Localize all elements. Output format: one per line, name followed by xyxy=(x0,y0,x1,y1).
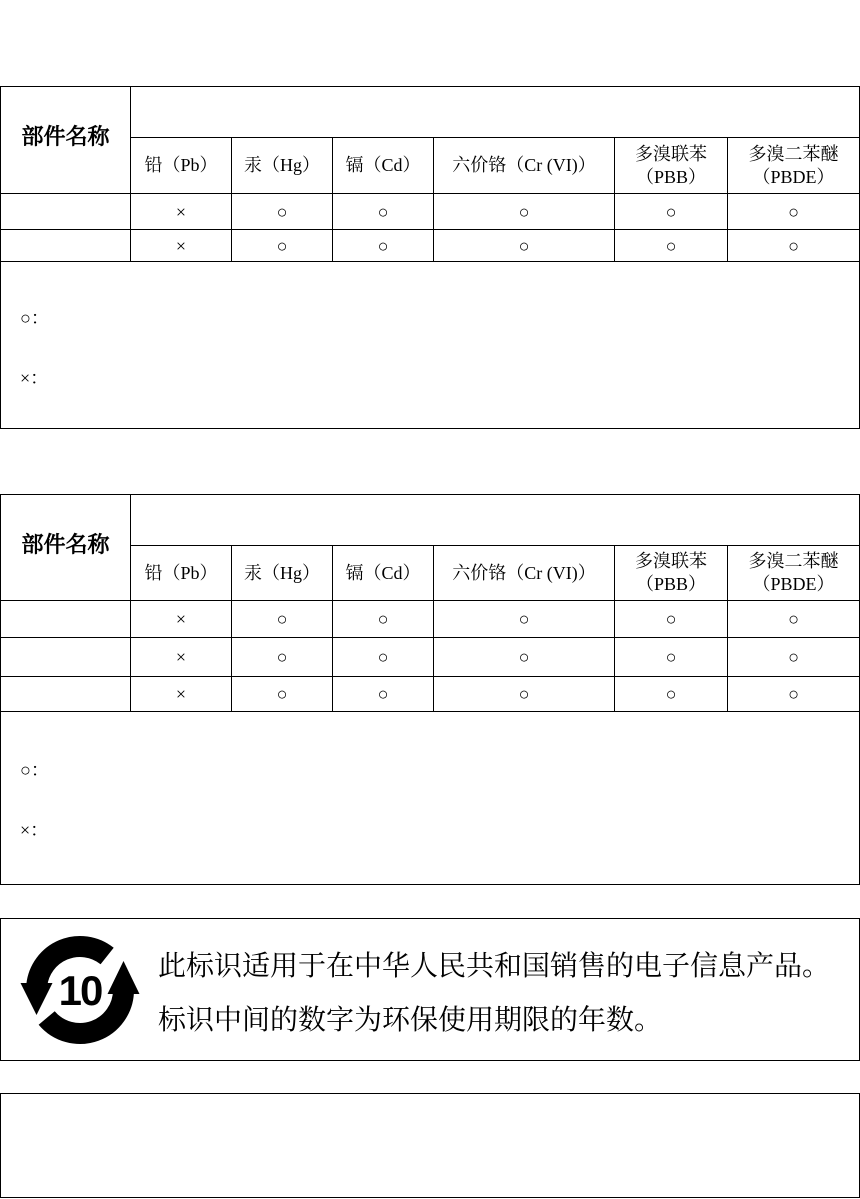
substance-mark-cell: ○ xyxy=(434,230,615,262)
substance-mark-cell: ○ xyxy=(333,601,434,638)
part-name-header: 部件名称 xyxy=(1,87,131,194)
part-name-cell xyxy=(1,230,131,262)
substance-mark-cell: ○ xyxy=(434,601,615,638)
substance-mark-cell: ○ xyxy=(333,638,434,677)
substance-mark-cell: × xyxy=(131,194,232,230)
column-header-cr6 xyxy=(434,546,615,601)
notes-cell xyxy=(1,712,860,885)
label-text-line: 标识中间的数字为环保使用期限的年数。 xyxy=(158,1004,663,1035)
part-name-cell xyxy=(1,601,131,638)
column-header-label: 汞（Hg） xyxy=(244,562,320,583)
efup-label-box xyxy=(0,918,860,1061)
header-row xyxy=(1,87,860,138)
table-row xyxy=(1,230,860,262)
note-compliant: ○： xyxy=(20,308,49,328)
substance-mark-cell: ○ xyxy=(232,601,333,638)
substance-mark-cell: ○ xyxy=(434,194,615,230)
logo-number: 10 xyxy=(58,967,102,1014)
substance-mark-cell: × xyxy=(131,230,232,262)
substance-mark-cell: ○ xyxy=(615,230,728,262)
blank-box xyxy=(0,1093,860,1198)
substance-group-header-cell xyxy=(131,87,860,138)
substance-mark-cell: ○ xyxy=(728,638,860,677)
substance-mark-cell: ○ xyxy=(615,194,728,230)
column-header-label: （PBB） xyxy=(635,166,707,187)
hazardous-substance-table-2 xyxy=(0,494,860,885)
column-header-pbde xyxy=(728,546,860,601)
column-header-label: 多溴二苯醚 xyxy=(748,143,839,164)
header-row xyxy=(1,495,860,546)
column-header-hg xyxy=(232,546,333,601)
substance-mark-cell: ○ xyxy=(728,677,860,712)
column-header-cd xyxy=(333,138,434,194)
substance-mark-cell: ○ xyxy=(333,194,434,230)
notes-cell xyxy=(1,262,860,429)
column-header-label: （PBDE） xyxy=(752,166,835,187)
substance-mark-cell: × xyxy=(131,638,232,677)
column-header-label: 六价铬（Cr (VI)） xyxy=(452,562,596,583)
column-header-label: （PBDE） xyxy=(752,574,835,594)
substance-mark-cell: ○ xyxy=(232,638,333,677)
substance-mark-cell: ○ xyxy=(232,230,333,262)
substance-mark-cell: ○ xyxy=(615,601,728,638)
part-name-cell xyxy=(1,638,131,677)
substance-mark-cell: ○ xyxy=(232,194,333,230)
column-header-label: 多溴联苯 xyxy=(635,143,707,164)
substance-mark-cell: ○ xyxy=(333,677,434,712)
hazardous-substance-table-1 xyxy=(0,86,860,429)
column-header-label: 汞（Hg） xyxy=(244,155,320,175)
column-header-label: 铅（Pb） xyxy=(144,562,218,583)
column-header-label: 多溴二苯醚 xyxy=(748,551,839,571)
part-name-cell xyxy=(1,194,131,230)
logo-arrowhead-right xyxy=(108,961,140,994)
part-name-header: 部件名称 xyxy=(1,495,131,601)
column-header-label: 镉（Cd） xyxy=(345,155,421,175)
logo-arrowhead-left xyxy=(21,983,53,1015)
substance-mark-cell: × xyxy=(131,677,232,712)
note-exceeds: ×： xyxy=(20,820,49,840)
column-header-label: 镉（Cd） xyxy=(345,562,421,583)
column-header-label: （PBB） xyxy=(635,574,707,594)
substance-mark-cell: ○ xyxy=(615,677,728,712)
substance-mark-cell: ○ xyxy=(615,638,728,677)
column-header-cd xyxy=(333,546,434,601)
substance-mark-cell: ○ xyxy=(728,601,860,638)
column-header-label: 六价铬（Cr (VI)） xyxy=(452,155,596,175)
column-header-pbb xyxy=(615,138,728,194)
table-row xyxy=(1,601,860,638)
label-text-line: 此标识适用于在中华人民共和国销售的电子信息产品。 xyxy=(158,950,831,981)
column-header-pbde xyxy=(728,138,860,194)
column-header-pbb xyxy=(615,546,728,601)
column-header-label: 多溴联苯 xyxy=(635,551,707,571)
substance-group-header-cell xyxy=(131,495,860,546)
notes-row xyxy=(1,262,860,429)
table-row xyxy=(1,677,860,712)
column-header-cr6 xyxy=(434,138,615,194)
substance-mark-cell: ○ xyxy=(333,230,434,262)
substance-mark-cell: ○ xyxy=(232,677,333,712)
substance-mark-cell: × xyxy=(131,601,232,638)
substance-mark-cell: ○ xyxy=(434,677,615,712)
column-header-label: 铅（Pb） xyxy=(144,155,218,175)
column-header-pb xyxy=(131,546,232,601)
table-row xyxy=(1,638,860,677)
table-row xyxy=(1,194,860,230)
column-header-hg xyxy=(232,138,333,194)
notes-row xyxy=(1,712,860,885)
substance-mark-cell: ○ xyxy=(728,230,860,262)
column-header-pb xyxy=(131,138,232,194)
part-name-cell xyxy=(1,677,131,712)
note-exceeds: ×： xyxy=(20,368,49,388)
substance-mark-cell: ○ xyxy=(434,638,615,677)
substance-mark-cell: ○ xyxy=(728,194,860,230)
efup-logo-icon xyxy=(14,930,146,1050)
note-compliant: ○： xyxy=(20,760,49,780)
